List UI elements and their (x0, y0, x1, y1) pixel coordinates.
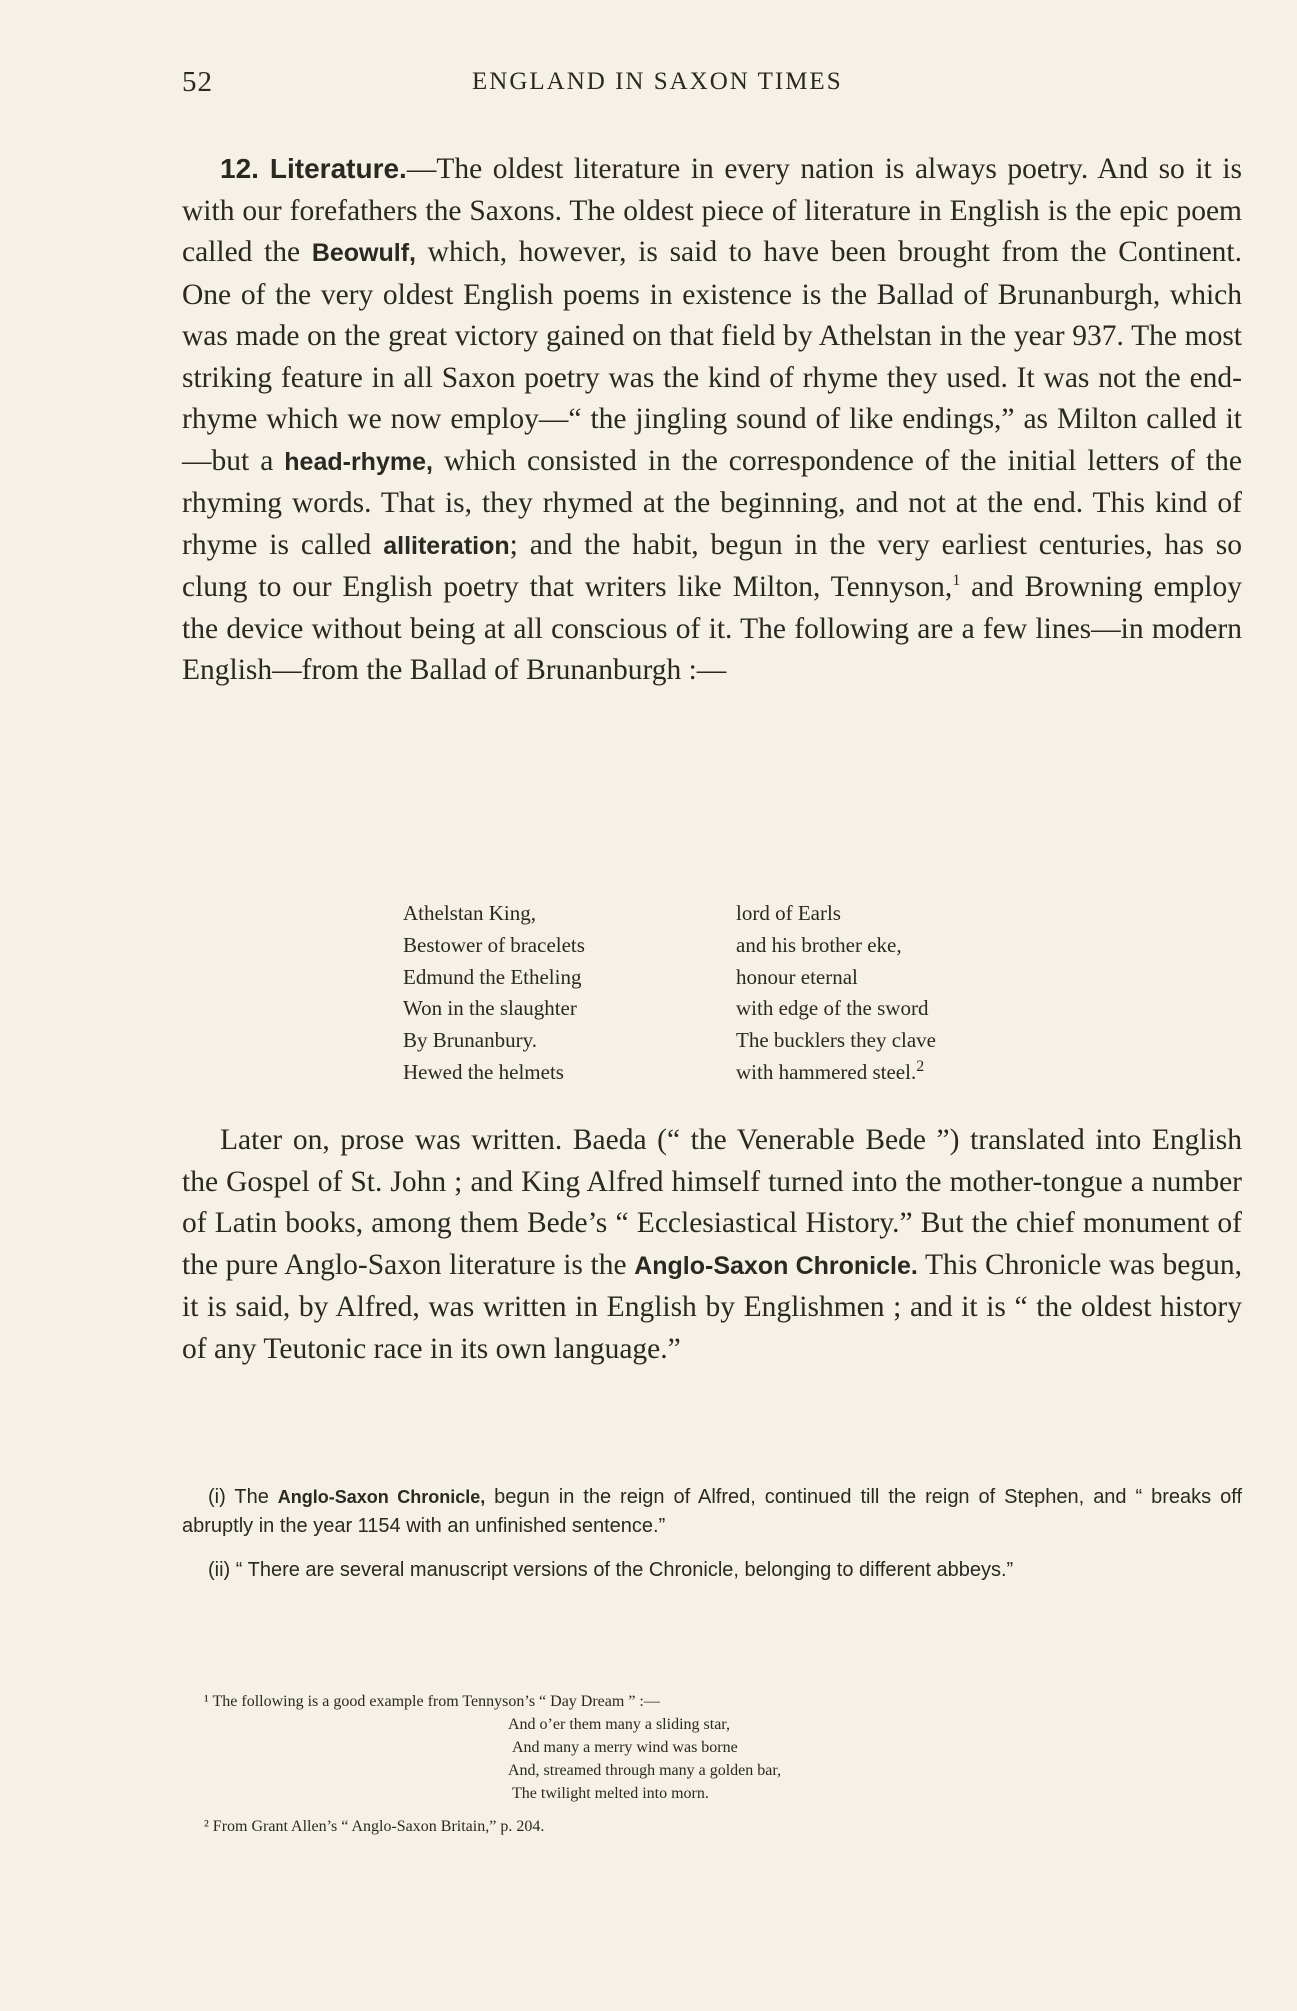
text-run: (i) The (208, 1486, 278, 1508)
poem-half-line-right: lord of Earls (736, 901, 841, 925)
verse-line: The twilight melted into morn. (512, 1785, 709, 1802)
term-alliteration: alliteration (383, 531, 510, 560)
note-i (182, 1483, 1242, 1540)
verse-line: And o’er them many a sliding star, (508, 1716, 730, 1733)
text-run: This Chronicle was begun, it is said, by Alfred, was written in English by Englishmen ; and it is “ the oldest history of any Teutonic race in its own language.” (182, 1248, 1242, 1365)
poem-line (403, 1025, 1083, 1057)
poem-half-line-right (736, 1057, 924, 1089)
poem-half-line-right: with edge of the sword (736, 996, 929, 1021)
prose-section (182, 1120, 1242, 1370)
footnote-mark-2: 2 (916, 1057, 925, 1075)
text-run: and Browning employ the device without being at all conscious of it. The following are a few lines—in modern English—from the Ballad of Brunanburgh :— (182, 571, 1242, 686)
brunanburgh-poem (403, 898, 1083, 1089)
page-number: 52 (182, 66, 213, 98)
term-anglo-saxon-chronicle: Anglo-Saxon Chronicle. (634, 1251, 918, 1280)
poem-line (403, 930, 1083, 962)
text-run: ; and the habit, begun in the very earliest centuries, has so clung to our English poetry that writers like Milton, Tennyson, (182, 528, 1242, 603)
poem-line (403, 898, 1083, 930)
page-header (182, 66, 1237, 106)
poem-line (403, 993, 1083, 1025)
verse-line: And many a merry wind was borne (512, 1739, 738, 1756)
poem-half-line-left: Bestower of bracelets (403, 932, 585, 957)
paragraph-prose (182, 1120, 1242, 1370)
poem-half-line-right: honour eternal (736, 964, 858, 989)
poem-line (403, 962, 1083, 994)
footnote-1: ¹ The following is a good example from Tennyson’s “ Day Dream ” :— (204, 1693, 660, 1710)
text-run: Later on, prose was written. Baeda (“ the Venerable Bede ”) translated into English the Gospel of St. John ; and King Alfred himself turned into the mother-tongue a number of Latin books, among them Bede’s “ Ecclesiastical History.” But the chief monument of the pure Anglo-Saxon literature is the (182, 1124, 1242, 1281)
poem-half-line-right: The bucklers they clave (736, 1028, 936, 1053)
text-run: —The oldest literature in every nation is always poetry. And so it is with our forefathers the Saxons. The oldest piece of literature in English is the epic poem called the (182, 153, 1242, 268)
section-heading: 12. Literature. (220, 153, 407, 184)
paragraph-literature (182, 148, 1242, 692)
poem-half-line-left: Hewed the helmets (403, 1059, 564, 1084)
term-head-rhyme: head-rhyme, (284, 447, 433, 476)
poem-line (403, 1057, 1083, 1089)
poem-half-line-right: and his brother eke, (736, 932, 902, 957)
text-run: begun in the reign of Alfred, continued till the reign of Stephen, and “ breaks off abruptly in the year 1154 with an unfinished sentence.” (182, 1486, 1243, 1537)
verse-line: And, streamed through many a golden bar, (508, 1762, 782, 1779)
poem-half-line-left: Athelstan King, (403, 901, 536, 925)
text-run: which consisted in the correspondence of the initial letters of the rhyming words. That is, they rhymed at the beginning, and not at the end. This kind of rhyme is called (182, 444, 1242, 561)
footnote-2: ² From Grant Allen’s “ Anglo-Saxon Britain,” p. 204. (204, 1818, 545, 1835)
note-ii: (ii) “ There are several manuscript versions of the Chronicle, belonging to different abbeys.” (208, 1559, 1014, 1581)
footnote-1-verse (508, 1713, 1182, 1805)
text-run: which, however, is said to have been brought from the Continent. One of the very oldest English poems in existence is the Ballad of Brunanburgh, which was made on the great victory gained on that field by Athelstan in the year 937. The most striking feature in all Saxon poetry was the kind of rhyme they used. It was not the end-rhyme which we now employ—“ the jingling sound of like endings,” as Milton called it—but a (182, 236, 1242, 477)
literature-section (182, 148, 1242, 692)
footnotes (182, 1690, 1182, 1838)
term-beowulf: Beowulf, (311, 239, 416, 267)
poem-half-line-left: By Brunanbury. (403, 1028, 537, 1053)
note-bold-term: Anglo-Saxon Chronicle, (277, 1487, 486, 1507)
running-head: ENGLAND IN SAXON TIMES (472, 68, 843, 95)
poem-half-line-left: Edmund the Etheling (403, 964, 582, 989)
poem-half-line-text: with hammered steel. (736, 1059, 917, 1084)
notes (182, 1483, 1242, 1601)
footnote-mark-1: 1 (952, 572, 961, 590)
poem-half-line-left: Won in the slaughter (403, 996, 577, 1021)
